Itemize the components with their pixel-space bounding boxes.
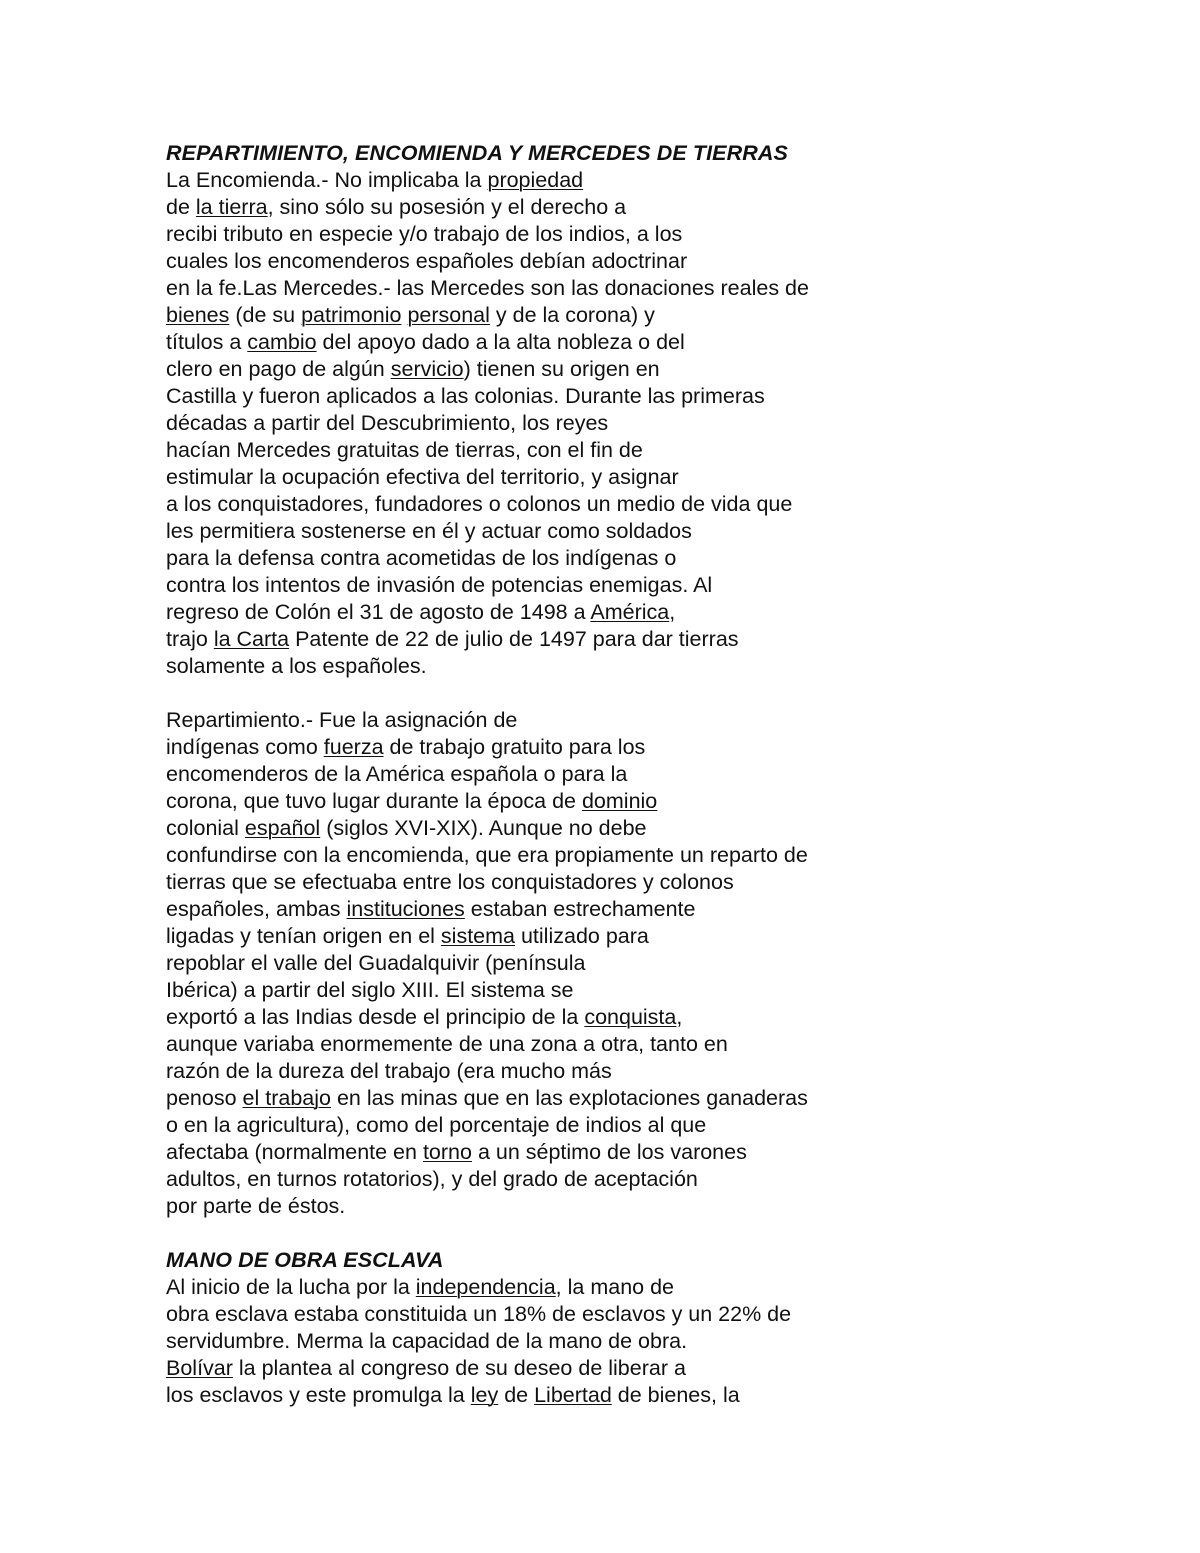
text-segment: por parte de éstos. [166,1194,346,1218]
text-segment: ) tienen su origen en [463,357,660,381]
text-segment: y de la corona) y [489,303,655,327]
text-line [166,167,1166,194]
text-line [166,653,1166,680]
hyperlink[interactable]: conquista [584,1005,677,1029]
text-line [166,788,1166,815]
text-line [166,194,1166,221]
text-line [166,356,1166,383]
hyperlink[interactable]: dominio [581,789,658,813]
text-line [166,896,1166,923]
text-line [166,761,1166,788]
text-segment: a un séptimo de los varones [471,1140,747,1164]
text-segment: ligadas y tenían origen en el [166,924,441,948]
text-segment: afectaba (normalmente en [166,1140,423,1164]
text-segment: (siglos XVI-XIX). Aunque no debe [320,816,647,840]
text-line [166,599,1166,626]
text-line [166,707,1166,734]
text-line [166,977,1166,1004]
text-segment: a los conquistadores, fundadores o colonos un medio de vida que [166,492,793,516]
text-segment: adultos, en turnos rotatorios), y del grado de aceptación [166,1167,698,1191]
text-line [166,545,1166,572]
text-line [166,1004,1166,1031]
text-line [166,842,1166,869]
hyperlink[interactable]: español [244,816,321,840]
text-line [166,275,1166,302]
text-segment: penoso [166,1086,243,1110]
text-segment: trajo [166,627,214,651]
hyperlink[interactable]: ley [470,1383,499,1407]
text-segment: españoles, ambas [166,897,347,921]
text-segment: regreso de Colón el 31 de agosto de 1498 a [166,600,591,624]
section-heading: REPARTIMIENTO, ENCOMIENDA Y MERCEDES DE TIERRAS [166,141,788,165]
text-line [166,1031,1166,1058]
text-segment: Ibérica) a partir del siglo XIII. El sistema se [166,978,574,1002]
text-line [166,869,1166,896]
text-line [166,1382,1166,1409]
hyperlink[interactable]: Libertad [534,1383,612,1407]
text-segment: de trabajo gratuito para los [383,735,646,759]
text-segment: los esclavos y este promulga la [166,1383,471,1407]
hyperlink[interactable]: la Carta [213,627,290,651]
text-segment: razón de la dureza del trabajo (era mucho más [166,1059,612,1083]
text-segment: La Encomienda.- No implicaba la [166,168,488,192]
blank-line [166,1220,1166,1247]
text-segment: , sino sólo su posesión y el derecho a [267,195,627,219]
text-segment: encomenderos de la América española o para la [166,762,628,786]
text-segment: (de su [229,303,302,327]
text-segment: del apoyo dado a la alta nobleza o del [316,330,685,354]
text-segment: en las minas que en las explotaciones ganaderas [330,1086,808,1110]
text-line [166,1166,1166,1193]
hyperlink[interactable]: América [590,600,670,624]
text-line [166,1274,1166,1301]
text-line [166,437,1166,464]
text-segment: para la defensa contra acometidas de los indígenas o [166,546,677,570]
hyperlink[interactable]: personal [407,303,490,327]
text-line [166,518,1166,545]
text-segment: Repartimiento.- Fue la asignación de [166,708,518,732]
hyperlink[interactable]: instituciones [346,897,465,921]
hyperlink[interactable]: el trabajo [242,1086,331,1110]
text-segment: en la fe.Las Mercedes.- las Mercedes son las donaciones reales de [166,276,809,300]
hyperlink[interactable]: fuerza [323,735,384,759]
text-segment: décadas a partir del Descubrimiento, los reyes [166,411,609,435]
hyperlink[interactable]: la tierra [195,195,268,219]
text-segment: estimular la ocupación efectiva del territorio, y asignar [166,465,679,489]
text-line [166,1085,1166,1112]
text-line [166,1193,1166,1220]
text-segment: les permitiera sostenerse en él y actuar como soldados [166,519,692,543]
text-segment: Patente de 22 de julio de 1497 para dar tierras [289,627,739,651]
text-segment: de [166,195,196,219]
text-segment: o en la agricultura), como del porcentaje de indios al que [166,1113,707,1137]
text-line [166,572,1166,599]
text-segment: , [676,1005,683,1029]
text-segment: indígenas como [166,735,324,759]
text-segment: contra los intentos de invasión de potencias enemigas. Al [166,573,713,597]
hyperlink[interactable]: cambio [247,330,317,354]
text-segment: Castilla y fueron aplicados a las colonias. Durante las primeras [166,384,765,408]
text-segment: colonial [166,816,245,840]
text-line [166,1112,1166,1139]
text-segment: títulos a [166,330,248,354]
text-segment: obra esclava estaba constituida un 18% de esclavos y un 22% de [166,1302,792,1326]
text-line [166,1139,1166,1166]
text-segment: recibi tributo en especie y/o trabajo de los indios, a los [166,222,683,246]
text-line [166,1355,1166,1382]
text-segment: cuales los encomenderos españoles debían adoctrinar [166,249,688,273]
blank-line [166,680,1166,707]
text-line [166,302,1166,329]
text-line [166,734,1166,761]
hyperlink[interactable]: torno [422,1140,472,1164]
text-line [166,383,1166,410]
text-segment: servidumbre. Merma la capacidad de la mano de obra. [166,1329,688,1353]
text-line [166,491,1166,518]
text-segment: repoblar el valle del Guadalquivir (península [166,951,586,975]
hyperlink[interactable]: servicio [390,357,464,381]
text-line [166,815,1166,842]
hyperlink[interactable]: independencia [415,1275,556,1299]
text-line [166,1328,1166,1355]
text-segment: hacían Mercedes gratuitas de tierras, con el fin de [166,438,643,462]
text-segment: Al inicio de la lucha por la [166,1275,416,1299]
text-line [166,1301,1166,1328]
text-line [166,248,1166,275]
text-segment: confundirse con la encomienda, que era propiamente un reparto de [166,843,808,867]
text-segment: utilizado para [515,924,649,948]
text-segment: de [498,1383,535,1407]
text-segment: la plantea al congreso de su deseo de liberar a [232,1356,686,1380]
section-heading: MANO DE OBRA ESCLAVA [166,1248,444,1272]
text-segment: solamente a los españoles. [166,654,427,678]
text-segment: corona, que tuvo lugar durante la época de [166,789,582,813]
text-line [166,410,1166,437]
text-segment: exportó a las Indias desde el principio de la [166,1005,585,1029]
text-line [166,950,1166,977]
text-segment: aunque variaba enormemente de una zona a otra, tanto en [166,1032,728,1056]
text-segment: de bienes, la [611,1383,740,1407]
text-segment: , [669,600,676,624]
text-segment: estaban estrechamente [464,897,696,921]
text-line [166,1058,1166,1085]
hyperlink[interactable]: bienes [166,303,230,327]
hyperlink[interactable]: sistema [440,924,515,948]
text-line [166,923,1166,950]
text-line [166,221,1166,248]
text-segment: clero en pago de algún [166,357,391,381]
document-page [166,140,1166,1409]
text-line [166,626,1166,653]
text-line [166,329,1166,356]
text-segment: tierras que se efectuaba entre los conquistadores y colonos [166,870,734,894]
text-segment: , la mano de [555,1275,674,1299]
text-line [166,464,1166,491]
hyperlink[interactable]: propiedad [487,168,584,192]
hyperlink[interactable]: Bolívar [166,1356,233,1380]
hyperlink[interactable]: patrimonio [301,303,402,327]
